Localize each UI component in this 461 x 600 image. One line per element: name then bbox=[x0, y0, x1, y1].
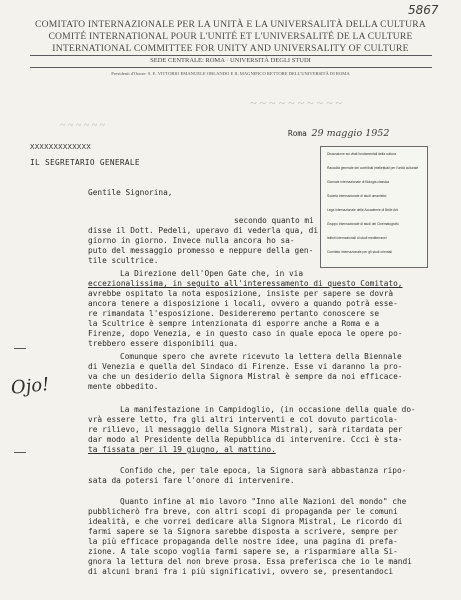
body-line: La Direzione dell'Open Gate che, in via bbox=[120, 269, 304, 278]
body-line: tile scultrice. bbox=[88, 256, 159, 265]
sidebar-item: Società internazionale di studi umanistici bbox=[327, 194, 387, 198]
body-line: Comunque spero che avrete ricevuto la lettera della Biennale bbox=[120, 352, 402, 361]
struck-out-text: XXXXXXXXXXXXX bbox=[30, 142, 92, 151]
body-line: re rimandata l'esposizione. Desidereremo pertanto conoscere se bbox=[88, 309, 380, 318]
body-line: la più efficace propaganda delle nostre idee, una pagina di prefa- bbox=[88, 537, 398, 546]
letter-date bbox=[288, 128, 389, 139]
body-line: ta fissata per il 19 giugno, al mattino. bbox=[88, 445, 276, 454]
letterhead-presidents: Presidenti d'Onore: S. E. VITTORIO EMANUELE ORLANDO E IL MAGNIFICO RETTORE DELL'UNIVERSITÀ DI ROMA bbox=[111, 71, 350, 76]
body-line: eccezionalissima, in seguito all'interessamento di questo Comitato, bbox=[88, 279, 403, 288]
body-line: dar modo al Presidente della Repubblica di intervenire. Ccci è sta- bbox=[88, 435, 403, 444]
sidebar-item: Gruppo internazionale di studi del Cinematografo bbox=[327, 222, 399, 226]
body-line: La manifestazione in Campidoglio, (in occasione della quale do- bbox=[120, 405, 416, 414]
letterhead-rule-top bbox=[30, 55, 432, 56]
sidebar-item: Discussione sui vitali fondamentali della cultura bbox=[327, 152, 396, 156]
letterhead-french: COMITÉ INTERNATIONAL POUR L'UNITÉ ET L'UNIVERSALITÉ DE LA CULTURE bbox=[48, 31, 413, 42]
margin-tick-mark bbox=[14, 348, 26, 349]
sidebar-item: Raccolta generale dei contributi intellettuali per l'unità culturale bbox=[327, 166, 419, 170]
body-line: Firenze, dopo Venezia, e in questo caso in quale epoca le opere po- bbox=[88, 329, 403, 338]
body-line: mente obbedito. bbox=[88, 382, 159, 391]
body-line: Confido che, per tale epoca, la Signora sarà abbastanza ripo- bbox=[120, 466, 407, 475]
salutation: Gentile Signorina, bbox=[88, 188, 173, 197]
body-line: vrà essere letto, fra gli altri interventi e col dovuto particola- bbox=[88, 415, 398, 424]
date-value: 29 maggio 1952 bbox=[311, 128, 390, 139]
body-line: avrebbe ospitato la nota esposizione, insiste per sapere se dovrà bbox=[88, 289, 394, 298]
body-line: re rilievo, il messaggio della Signora Mistral), sarà ritardata per bbox=[88, 425, 403, 434]
body-line: farmi sapere se la Signora sarebbe disposta a scrivere, sempre per bbox=[88, 527, 398, 536]
body-line: la Scultrice è sempre intenzionata di esporre anche a Roma e a bbox=[88, 319, 380, 328]
body-line: trebbero essere disponibili qua. bbox=[88, 339, 239, 348]
letterhead-english: INTERNATIONAL COMMITTEE FOR UNITY AND UNIVERSALITY OF CULTURE bbox=[52, 43, 409, 54]
body-line: ancora tenere a disposizione i locali, ovvero a quando potrà esse- bbox=[88, 299, 398, 308]
margin-tick-mark bbox=[14, 452, 26, 453]
body-line: Quanto infine al mio lavoro "Inno alle Nazioni del mondo" che bbox=[120, 497, 407, 506]
show-through-text: ~ ~ ~ ~ ~ ~ bbox=[60, 120, 105, 131]
body-line: di Venezia e quella del Sindaco di Firenze. Esse vi daranno la pro- bbox=[88, 362, 403, 371]
body-line: disse il Dott. Pedeli, uperavo di vederla qua, di bbox=[88, 226, 319, 235]
body-line: puto del messaggio promesso e neppure della gen- bbox=[88, 246, 314, 255]
letterhead-sede: SEDE CENTRALE: ROMA · UNIVERSITÀ DEGLI STUDI bbox=[150, 57, 311, 64]
sender-title: IL SEGRETARIO GENERALE bbox=[30, 158, 140, 167]
body-line: idealità, e che vorrei dedicare alla Signora Mistral, Le ricordo di bbox=[88, 517, 403, 526]
body-line: secondo quanto mi bbox=[234, 216, 314, 225]
body-line: zione. A tale scopo voglia farmi sapere se, a risparmiare alla Si- bbox=[88, 547, 398, 556]
body-line: pubblicherò fra breve, con altri scopi di propaganda per le comuni bbox=[88, 507, 398, 516]
sidebar-item: Lega internazionale delle Accademie di Belle Arti bbox=[327, 208, 399, 212]
sidebar-item: Giornale internazionale di filologia classica bbox=[327, 180, 390, 184]
body-line: sata da potersi fare l'onore di intervenire. bbox=[88, 476, 295, 485]
handwritten-margin-note: Ojo! bbox=[10, 373, 51, 399]
letterhead-rule-bottom bbox=[30, 67, 432, 68]
show-through-text: ~ ~ ~ ~ ~ ~ ~ ~ ~ ~ bbox=[250, 96, 342, 110]
activities-sidebar bbox=[320, 146, 428, 268]
sidebar-item: Comitato internazionale per gli studi orientali bbox=[327, 250, 392, 254]
archive-number: 5867 bbox=[408, 3, 439, 17]
letterhead-italian: COMITATO INTERNAZIONALE PER LA UNITÀ E LA UNIVERSALITÀ DELLA CULTURA bbox=[35, 19, 426, 30]
body-line: giorno in giorno. Invece nulla ancora ho sa- bbox=[88, 236, 295, 245]
body-line: di alcuni brani fra i più significativi, ovvero se, presentandoci bbox=[88, 567, 394, 576]
body-line: va che un desiderio della Signora Mistral è sempre da noi efficace- bbox=[88, 372, 403, 381]
body-line: gnora la lettura del non breve prosa. Essa preferisca che io le mandi bbox=[88, 557, 412, 566]
sidebar-item: Istituti internazionali di studi mediterranei bbox=[327, 236, 387, 240]
date-place: Roma bbox=[288, 129, 307, 138]
